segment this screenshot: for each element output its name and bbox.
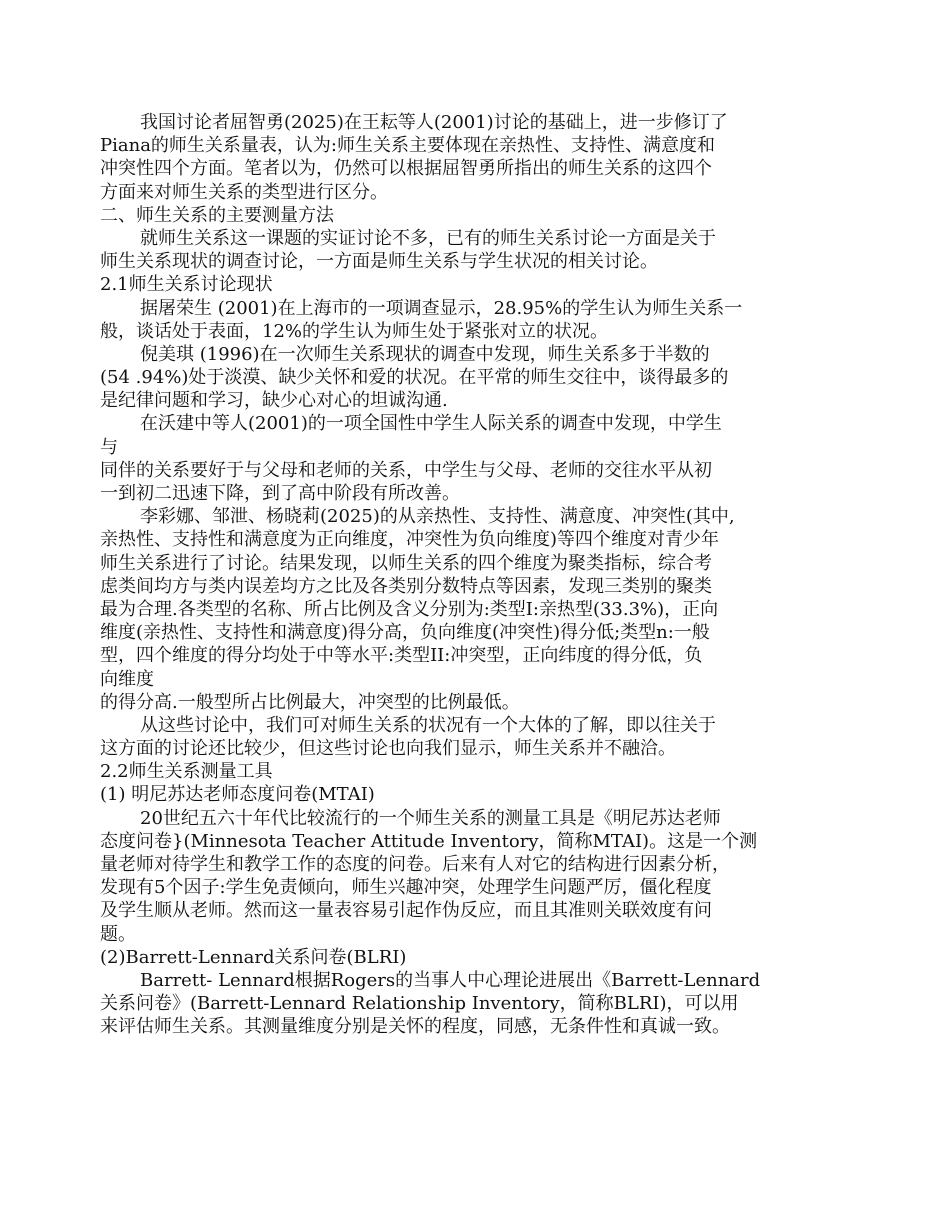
text-line: Piana的师生关系量表，认为:师生关系主要体现在亲热性、支持性、满意度和 [100, 135, 715, 157]
text-line: 的得分高.一般型所占比例最大，冲突型的比例最低。 [100, 691, 520, 713]
text-line: (2)Barrett-Lennard关系问卷(BLRI) [100, 946, 407, 968]
text-line: 二、师生关系的主要测量方法 [100, 204, 334, 226]
text-line: 2.1师生关系讨论现状 [100, 274, 273, 296]
text-line: 一到初二迅速下降，到了高中阶段有所改善。 [100, 483, 460, 504]
text-line: 同伴的关系要好于与父母和老师的关系，中学生与父母、老师的交往水平从初 [100, 459, 712, 481]
text-line: 量老师对待学生和教学工作的态度的问卷。后来有人对它的结构进行因素分析， [100, 854, 730, 875]
text-line: 2.2师生关系测量工具 [100, 761, 273, 783]
text-line: 亲热性、支持性和满意度为正向维度，冲突性为负向维度)等四个维度对青少年 [100, 529, 720, 551]
text-line: 态度问卷}(Minnesota Teacher Attitude Inventory，简称MTAI)。这是一个测 [100, 830, 758, 852]
text-line: 来评估师生关系。其测量维度分别是关怀的程度，同感，无条件性和真诚一致。 [100, 1016, 730, 1038]
text-line: 关系问卷》(Barrett-Lennard Relationship Inventory，简称BLRI)，可以用 [100, 993, 739, 1015]
text-line: 维度(亲热性、支持性和满意度)得分高，负向维度(冲突性)得分低;类型n:一般 [100, 622, 710, 644]
text-line: Barrett- Lennard根据Rogers的当事人中心理论进展出《Barrett-Lennard [140, 969, 761, 991]
text-line: 发现有5个因子:学生免责倾向，师生兴趣冲突，处理学生问题严厉，僵化程度 [100, 877, 712, 899]
text-line: 就师生关系这一课题的实证讨论不多，已有的师生关系讨论一方面是关于 [140, 227, 716, 249]
text-line: 虑类间均方与类内误差均方之比及各类别分数特点等因素，发现三类别的聚类 [100, 575, 712, 597]
text-line: 这方面的讨论还比较少，但这些讨论也向我们显示，师生关系并不融洽。 [100, 738, 676, 760]
text-line: 据屠荣生 (2001)在上海市的一项调查显示，28.95%的学生认为师生关系一 [140, 297, 743, 319]
text-line: 师生关系现状的调查讨论，一方面是师生关系与学生状况的相关讨论。 [100, 251, 658, 273]
document-body [100, 111, 860, 1039]
text-line: 倪美琪 (1996)在一次师生关系现状的调查中发现，师生关系多于半数的 [140, 343, 710, 365]
text-line: 题。 [100, 923, 136, 945]
text-line: 冲突性四个方面。笔者以为，仍然可以根据屈智勇所指出的师生关系的这四个 [100, 158, 712, 180]
text-line: 方面来对师生关系的类型进行区分。 [100, 181, 388, 203]
text-line: 我国讨论者屈智勇(2025)在王耘等人(2001)讨论的基础上，进一步修订了 [140, 112, 728, 133]
text-line: 及学生顺从老师。然而这一量表容易引起作伪反应，而且其准则关联效度有问 [100, 900, 712, 922]
text-line: 型，四个维度的得分均处于中等水平:类型II:冲突型，正向纬度的得分低，负 [100, 645, 703, 667]
text-line: 从这些讨论中，我们可对师生关系的状况有一个大体的了解，即以往关于 [140, 714, 716, 736]
text-line: 最为合理.各类型的名称、所占比例及含义分别为:类型I:亲热型(33.3%)，正向 [100, 598, 719, 620]
text-line: 向维度 [100, 668, 154, 690]
text-line: 般，谈话处于表面，12%的学生认为师生处于紧张对立的状况。 [100, 320, 609, 342]
text-line: 师生关系进行了讨论。结果发现，以师生关系的四个维度为聚类指标，综合考 [100, 552, 712, 574]
text-line: 20世纪五六十年代比较流行的一个师生关系的测量工具是《明尼苏达老师 [140, 807, 721, 829]
text-line: 在沃建中等人(2001)的一项全国性中学生人际关系的调查中发现，中学生 [140, 413, 722, 435]
text-line: 是纪律问题和学习，缺少心对心的坦诚沟通. [100, 390, 448, 412]
text-line: 与 [100, 436, 118, 458]
text-line: (54 .94%)处于淡漠、缺少关怀和爱的状况。在平常的师生交往中，谈得最多的 [100, 367, 729, 389]
text-line: (1) 明尼苏达老师态度问卷(MTAI) [100, 784, 375, 806]
text-line: 李彩娜、邹泄、杨晓莉(2025)的从亲热性、支持性、满意度、冲突性(其中, [140, 506, 735, 528]
